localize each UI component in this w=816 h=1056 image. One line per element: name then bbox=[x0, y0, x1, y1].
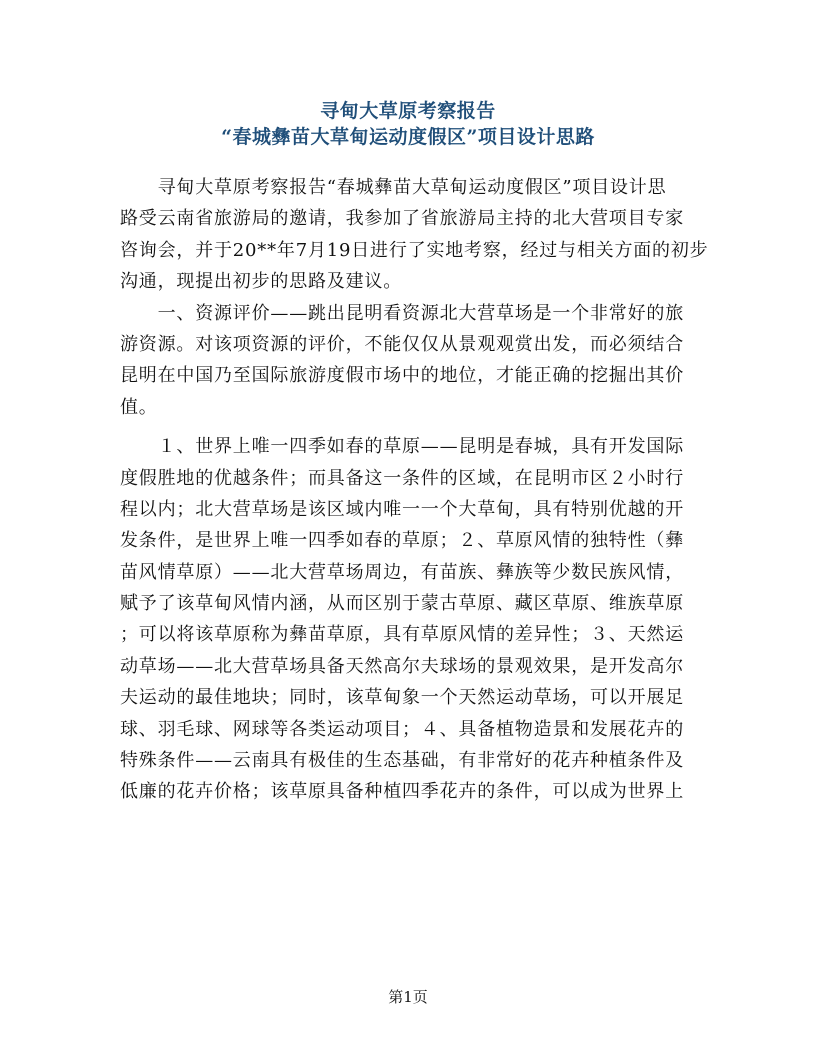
body-line: 昆明在中国乃至国际旅游度假市场中的地位，才能正确的挖掘出其价 bbox=[120, 365, 684, 387]
paragraph-features bbox=[120, 431, 696, 808]
body-line: 度假胜地的优越条件；而具备这一条件的区域，在昆明市区２小时行 bbox=[120, 467, 684, 489]
body-line: 低廉的花卉价格；该草原具备种植四季花卉的条件，可以成为世界上 bbox=[120, 781, 684, 803]
body-line: 特殊条件——云南具有极佳的生态基础，有非常好的花卉种植条件及 bbox=[120, 750, 684, 772]
title-line-1: 寻甸大草原考察报告 bbox=[320, 100, 496, 122]
body-line: 程以内；北大营草场是该区域内唯一一个大草甸，具有特别优越的开 bbox=[120, 498, 684, 520]
paragraph-intro bbox=[120, 172, 709, 298]
document-body bbox=[120, 172, 709, 808]
body-line: 苗风情草原）——北大营草场周边，有苗族、彝族等少数民族风情， bbox=[120, 561, 684, 583]
paragraph-resource-evaluation bbox=[120, 298, 696, 424]
body-line: １、世界上唯一四季如春的草原——昆明是春城，具有开发国际 bbox=[120, 436, 684, 458]
body-line: 球、羽毛球、网球等各类运动项目；４、具备植物造景和发展花卉的 bbox=[120, 718, 684, 740]
body-line: 发条件，是世界上唯一四季如春的草原；２、草原风情的独特性（彝 bbox=[120, 530, 684, 552]
document-title bbox=[0, 98, 816, 150]
body-line: 一、资源评价——跳出昆明看资源北大营草场是一个非常好的旅 bbox=[120, 302, 684, 324]
body-line: ；可以将该草原称为彝苗草原，具有草原风情的差异性；３、天然运 bbox=[120, 624, 684, 646]
title-line-2: “春城彝苗大草甸运动度假区”项目设计思路 bbox=[221, 126, 595, 148]
body-line: 赋予了该草甸风情内涵，从而区别于蒙古草原、藏区草原、维族草原 bbox=[120, 593, 684, 615]
body-line: 动草场——北大营草场具备天然高尔夫球场的景观效果，是开发高尔 bbox=[120, 655, 684, 677]
body-line: 咨询会，并于20**年7月19日进行了实地考察，经过与相关方面的初步 bbox=[120, 239, 709, 261]
paragraph-gap bbox=[120, 423, 696, 431]
body-line: 游资源。对该项资源的评价，不能仅仅从景观观赏出发，而必须结合 bbox=[120, 333, 684, 355]
body-line: 沟通，现提出初步的思路及建议。 bbox=[120, 271, 402, 293]
body-line: 夫运动的最佳地块；同时，该草甸象一个天然运动草场，可以开展足 bbox=[120, 687, 684, 709]
body-line: 寻甸大草原考察报告“春城彝苗大草甸运动度假区”项目设计思 bbox=[120, 177, 667, 198]
body-line: 值。 bbox=[120, 396, 158, 418]
body-line: 路受云南省旅游局的邀请，我参加了省旅游局主持的北大营项目专家 bbox=[120, 208, 684, 230]
page-number: 第1页 bbox=[388, 988, 428, 1006]
